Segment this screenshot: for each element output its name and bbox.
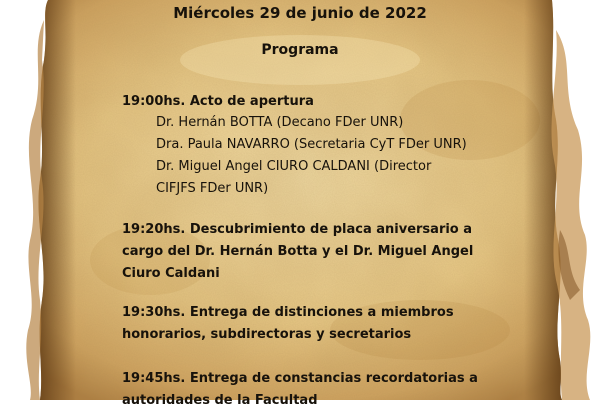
schedule-item-plaque (122, 219, 482, 285)
opening-speakers-list (156, 112, 486, 200)
schedule-line: 19:45hs. Entrega de constancias recordatorias a (122, 371, 478, 386)
schedule-item-opening (122, 91, 482, 113)
schedule-line: 19:30hs. Entrega de distinciones a miembros (122, 305, 454, 320)
speaker-line: Dr. Hernán BOTTA (Decano FDer UNR) (156, 115, 404, 130)
schedule-item-distinctions (122, 302, 482, 346)
schedule-line: Ciuro Caldani (122, 266, 220, 281)
speaker-line: Dr. Miguel Angel CIURO CALDANI (Director (156, 159, 432, 174)
schedule-line: 19:20hs. Descubrimiento de placa aniversario a (122, 222, 473, 237)
schedule-line: honorarios, subdirectoras y secretarios (122, 327, 412, 342)
schedule-item-text: 19:00hs. Acto de apertura (122, 94, 314, 109)
event-date: Miércoles 29 de junio de 2022 (173, 4, 427, 22)
program-heading: Programa (261, 42, 339, 58)
speaker-line: CIFJFS FDer UNR) (156, 181, 269, 196)
schedule-item-certificates (122, 368, 482, 412)
speaker-line: Dra. Paula NAVARRO (Secretaria CyT FDer UNR) (156, 137, 467, 152)
schedule-line: autoridades de la Facultad (122, 393, 318, 408)
schedule-line: cargo del Dr. Hernán Botta y el Dr. Miguel Angel (122, 244, 474, 259)
